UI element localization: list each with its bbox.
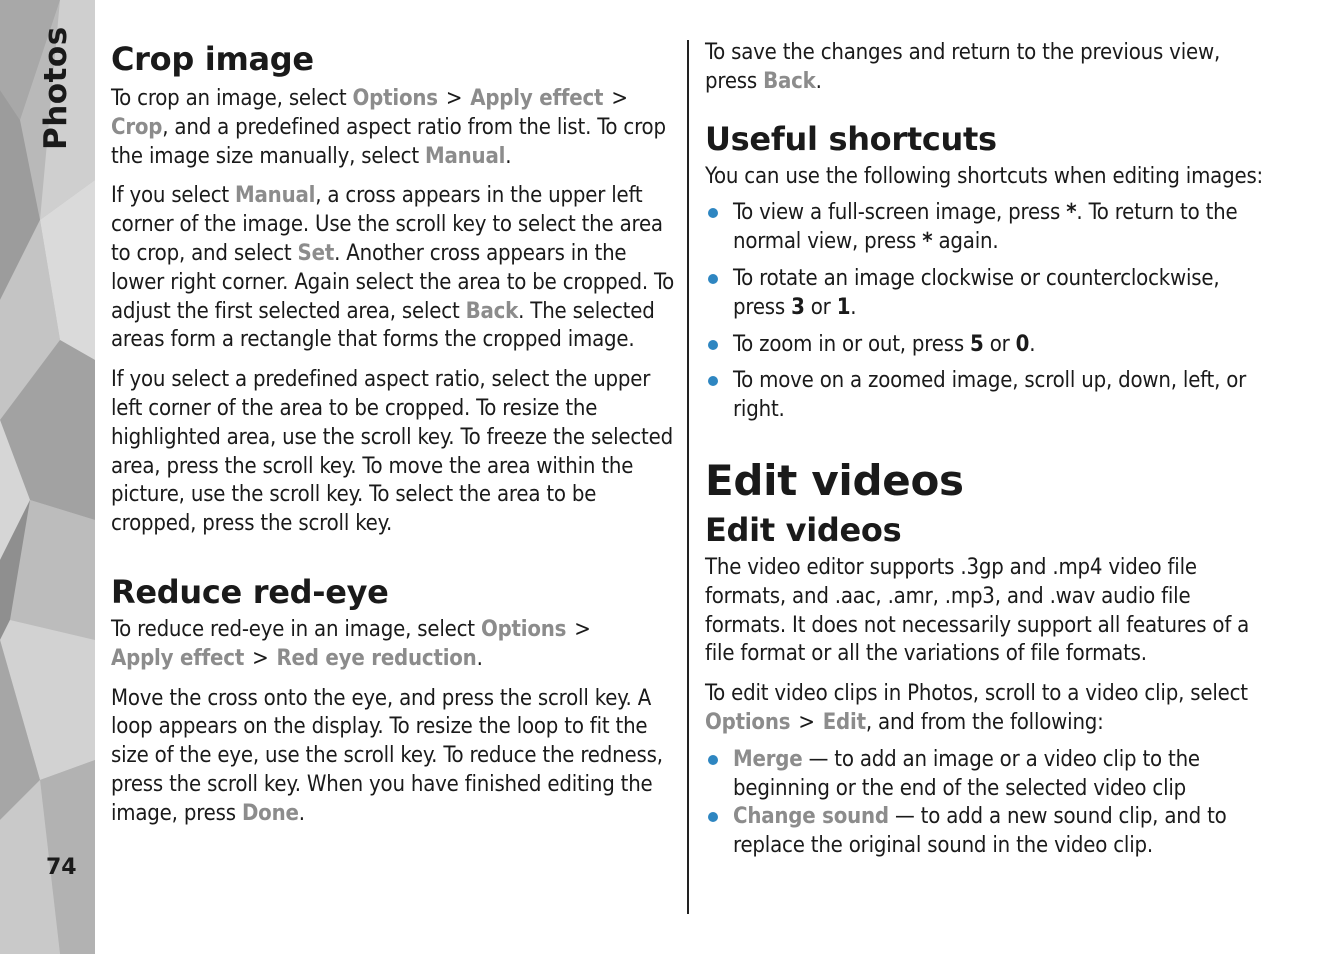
options-label: Options bbox=[480, 616, 567, 642]
edit-videos-chapter-heading: Edit videos bbox=[705, 455, 964, 505]
menu-separator: > bbox=[611, 86, 628, 111]
list-item bbox=[705, 367, 1271, 425]
menu-separator: > bbox=[798, 709, 815, 735]
column-divider bbox=[687, 40, 689, 914]
text: . bbox=[850, 294, 857, 320]
text: . Another cross appears in the lower right corner. Again select the area to be cropped. To adjust the first selected area, select bbox=[111, 240, 675, 324]
right-column bbox=[705, 38, 1271, 861]
key: * bbox=[1066, 200, 1077, 226]
bullet-icon bbox=[708, 208, 718, 218]
text: To reduce red-eye in an image, select bbox=[111, 616, 481, 642]
reduce-red-eye-heading: Reduce red-eye bbox=[111, 572, 389, 611]
text: , a cross appears in the upper left corner of the image. Use the scroll key to select the area to crop, and select bbox=[111, 183, 663, 266]
manual-label: Manual bbox=[235, 183, 316, 209]
done-label: Done bbox=[241, 800, 299, 826]
sidebar bbox=[0, 0, 95, 954]
text: . bbox=[476, 645, 483, 671]
text: To rotate an image clockwise or counterclockwise, press bbox=[733, 265, 1220, 320]
text: — to add an image or a video clip to the beginning or the end of the selected video clip bbox=[733, 746, 1200, 801]
save-paragraph bbox=[705, 39, 1271, 97]
manual-label: Manual bbox=[425, 143, 506, 169]
shortcuts-list bbox=[705, 199, 1271, 425]
bullet-icon bbox=[708, 812, 718, 822]
key: 3 bbox=[791, 294, 805, 320]
key: * bbox=[922, 229, 933, 255]
chapter-label: Photos bbox=[38, 26, 74, 150]
videos-paragraph-1: The video editor supports .3gp and .mp4 video file formats, and .aac, .amr, .mp3, and .wav audio file formats. It does not necessarily support all features of a file format or all the variations of file formats. bbox=[705, 554, 1250, 667]
menu-separator: > bbox=[445, 86, 463, 111]
options-label: Options bbox=[705, 709, 791, 735]
edit-label: Edit bbox=[822, 709, 866, 735]
text: — to add a new sound clip, and to replace the original sound in the video clip. bbox=[733, 804, 1227, 859]
text: If you select bbox=[111, 183, 236, 209]
red-eye-reduction-label: Red eye reduction bbox=[276, 645, 477, 671]
menu-separator: > bbox=[252, 645, 269, 671]
text: To edit video clips in Photos, scroll to a video clip, select bbox=[705, 681, 1248, 707]
text: . bbox=[815, 68, 822, 94]
text: , and from the following: bbox=[865, 709, 1104, 735]
crop-paragraph-2 bbox=[111, 182, 675, 355]
redeye-paragraph-2 bbox=[111, 685, 675, 829]
menu-separator: > bbox=[574, 616, 591, 642]
text: To move on a zoomed image, scroll up, down, left, or right. bbox=[733, 368, 1247, 423]
text: Move the cross onto the eye, and press the scroll key. A loop appears on the display. To resize the loop to fit the size of the eye, use the scroll key. To reduce the redness, press the scroll key. When you have finished editing the image, press bbox=[111, 685, 663, 826]
back-label: Back bbox=[465, 298, 519, 324]
text: or bbox=[983, 331, 1016, 357]
text: To save the changes and return to the previous view, press bbox=[705, 40, 1221, 94]
list-item bbox=[705, 803, 1271, 861]
videos-paragraph-2 bbox=[705, 680, 1271, 738]
key: 5 bbox=[970, 331, 984, 357]
key: 1 bbox=[836, 294, 851, 320]
bullet-icon bbox=[708, 340, 718, 350]
merge-label: Merge bbox=[733, 746, 803, 772]
crop-paragraph-1 bbox=[111, 85, 675, 171]
text: , and a predefined aspect ratio from the list. To crop the image size manually, select bbox=[111, 114, 666, 169]
page-number: 74 bbox=[46, 855, 77, 880]
bullet-icon bbox=[708, 755, 718, 765]
list-item bbox=[705, 746, 1271, 804]
text: To view a full-screen image, press bbox=[733, 200, 1067, 226]
text: . bbox=[298, 800, 305, 826]
bullet-icon bbox=[708, 274, 718, 284]
left-column bbox=[111, 38, 675, 829]
text: . bbox=[1029, 331, 1036, 357]
apply-effect-label: Apply effect bbox=[111, 645, 245, 671]
text: To crop an image, select bbox=[111, 86, 353, 111]
shortcuts-intro: You can use the following shortcuts when editing images: bbox=[705, 163, 1264, 189]
text: or bbox=[804, 294, 837, 320]
options-label: Options bbox=[352, 86, 438, 111]
apply-effect-label: Apply effect bbox=[470, 86, 604, 111]
crop-image-heading: Crop image bbox=[111, 40, 314, 78]
text: . To return to the normal view, press bbox=[733, 200, 1238, 255]
edit-videos-heading: Edit videos bbox=[705, 510, 902, 549]
set-label: Set bbox=[297, 240, 335, 266]
bullet-icon bbox=[708, 376, 718, 386]
list-item bbox=[705, 199, 1271, 257]
text: again. bbox=[932, 229, 999, 255]
key: 0 bbox=[1015, 331, 1030, 357]
back-label: Back bbox=[763, 68, 816, 94]
redeye-paragraph-1 bbox=[111, 616, 675, 674]
text: To zoom in or out, press bbox=[733, 331, 971, 357]
text: . The selected areas form a rectangle that forms the cropped image. bbox=[111, 298, 655, 353]
change-sound-label: Change sound bbox=[733, 804, 889, 830]
crop-paragraph-3: If you select a predefined aspect ratio, select the upper left corner of the area to be cropped. To resize the highlighted area, use the scroll key. To freeze the selected area, press the scroll key. To move the area within the picture, use the scroll key. To select the area to be cropped, press the scroll key. bbox=[111, 367, 673, 537]
list-item bbox=[705, 331, 1271, 360]
text: . bbox=[505, 143, 512, 169]
crop-label: Crop bbox=[111, 114, 163, 140]
useful-shortcuts-heading: Useful shortcuts bbox=[705, 119, 997, 158]
list-item bbox=[705, 265, 1271, 323]
video-options-list bbox=[705, 746, 1271, 861]
